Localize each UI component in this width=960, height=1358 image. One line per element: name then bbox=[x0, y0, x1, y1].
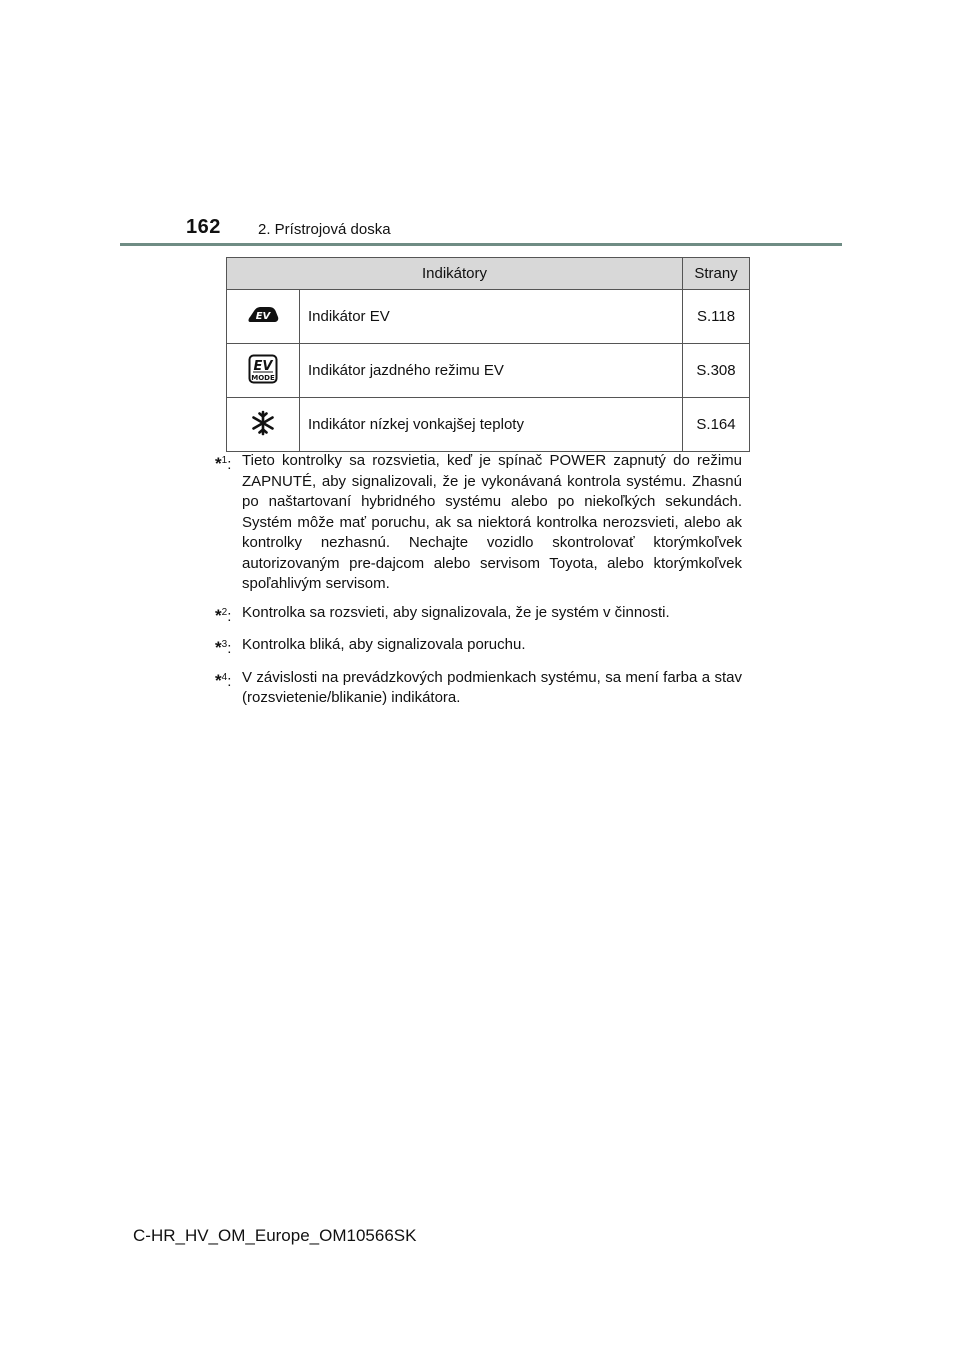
ev-mode-icon bbox=[248, 354, 278, 388]
footnote-text: Tieto kontrolky sa rozsvietia, keď je spínač POWER zapnutý do režimu ZAPNUTÉ, aby signalizovali, že je vykonávaná kontrola systému. Zhasnú po naštartovaní hybridného systému alebo po niekoľkých sekundách. Systém môže mať poruchu, ak sa niektorá kontrolka nerozsvieti, alebo ak kontrolky nezhasnú. Nechajte vozidlo skontrolovať ktorýmkoľvek autorizovaným pre-dajcom alebo servisom Toyota, alebo ktorýmkoľvek spoľahlivým servisom. bbox=[242, 452, 742, 592]
page-reference: S.118 bbox=[683, 290, 750, 344]
indicator-label: Indikátor EV bbox=[300, 290, 683, 344]
indicators-table bbox=[226, 257, 750, 452]
icon-cell bbox=[227, 290, 300, 344]
section-title: 2. Prístrojová doska bbox=[258, 221, 391, 238]
footnote-text: Kontrolka bliká, aby signalizovala poruchu. bbox=[242, 636, 526, 653]
footnote bbox=[215, 451, 742, 595]
icon-cell bbox=[227, 398, 300, 452]
snowflake-icon bbox=[250, 410, 276, 440]
footnote bbox=[215, 635, 742, 660]
footnote bbox=[215, 603, 742, 628]
footnote-marker: *$^4$: bbox=[215, 670, 232, 690]
indicator-label: Indikátor jazdného režimu EV bbox=[300, 344, 683, 398]
footnote-marker: *$^3$: bbox=[215, 638, 232, 657]
footnote-marker: *$^1$: bbox=[215, 454, 232, 473]
page-reference: S.164 bbox=[683, 398, 750, 452]
footnote-text: Kontrolka sa rozsvieti, aby signalizovala, že je systém v činnosti. bbox=[242, 603, 670, 621]
footnote-marker: *$^2$: bbox=[215, 605, 232, 625]
svg-text:MODE: MODE bbox=[251, 373, 275, 382]
table-row bbox=[227, 344, 750, 398]
svg-text:EV: EV bbox=[255, 310, 271, 322]
footnote-text: V závislosti na prevádzkových podmienkach systému, sa mení farba a stav (rozsvietenie/blikanie) indikátora. bbox=[242, 668, 742, 706]
column-header-indicators: Indikátory bbox=[227, 258, 683, 290]
table-row bbox=[227, 290, 750, 344]
column-header-pages: Strany bbox=[683, 258, 750, 290]
page-number: 162 bbox=[186, 216, 221, 238]
page-reference: S.308 bbox=[683, 344, 750, 398]
table-row bbox=[227, 398, 750, 452]
ev-indicator-icon bbox=[247, 304, 279, 330]
footnotes bbox=[215, 451, 742, 717]
header-rule bbox=[120, 243, 842, 246]
footer-doc-code: C-HR_HV_OM_Europe_OM10566SK bbox=[133, 1226, 417, 1245]
icon-cell bbox=[227, 344, 300, 398]
indicator-label: Indikátor nízkej vonkajšej teploty bbox=[300, 398, 683, 452]
footnote bbox=[215, 668, 742, 709]
svg-text:EV: EV bbox=[253, 358, 273, 374]
table-header-row bbox=[227, 258, 750, 290]
